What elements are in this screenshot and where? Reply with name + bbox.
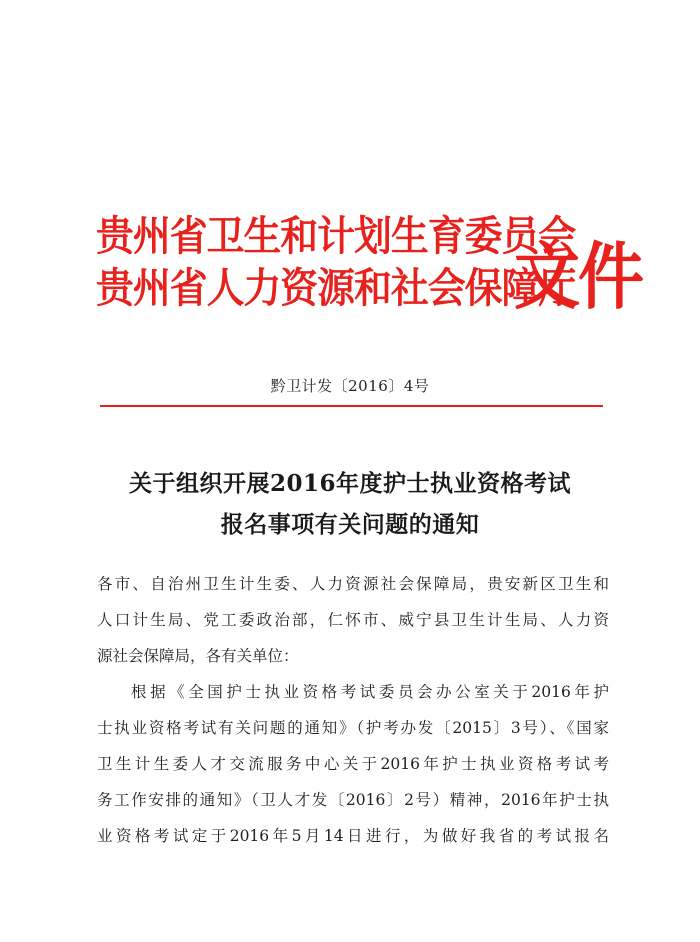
body-line: 源社会保障局，各有关单位： <box>97 647 299 665</box>
notice-title-line-2: 报名事项有关问题的通知 <box>220 511 480 538</box>
body-line: 业资格考试定于2016年5月14日进行，为做好我省的考试报名 <box>97 827 609 845</box>
body-line: 各市、自治州卫生计生委、人力资源社会保障局，贵安新区卫生和 <box>97 575 609 593</box>
document-type-label: 文件 <box>514 233 642 320</box>
document-number: 黔卫计发〔2016〕4号 <box>270 377 430 395</box>
body-line: 卫生计生委人才交流服务中心关于2016年护士执业资格考试考 <box>97 755 609 773</box>
notice-title-line-1: 关于组织开展2016年度护士执业资格考试 <box>128 470 571 497</box>
body-line: 士执业资格考试有关问题的通知》（护考办发〔2015〕3号）、《国家 <box>97 719 609 737</box>
body-line: 务工作安排的通知》（卫人才发〔2016〕2号）精神，2016年护士执 <box>97 791 609 809</box>
issuer-line-2: 贵州省人力资源和社会保障厅 <box>96 263 576 313</box>
issuer-line-1: 贵州省卫生和计划生育委员会 <box>96 211 576 261</box>
body-line: 根据《全国护士执业资格考试委员会办公室关于2016年护 <box>131 683 609 701</box>
body-line: 人口计生局、党工委政治部，仁怀市、威宁县卫生计生局、人力资 <box>97 611 609 629</box>
red-divider <box>100 405 603 407</box>
red-header <box>96 211 642 328</box>
